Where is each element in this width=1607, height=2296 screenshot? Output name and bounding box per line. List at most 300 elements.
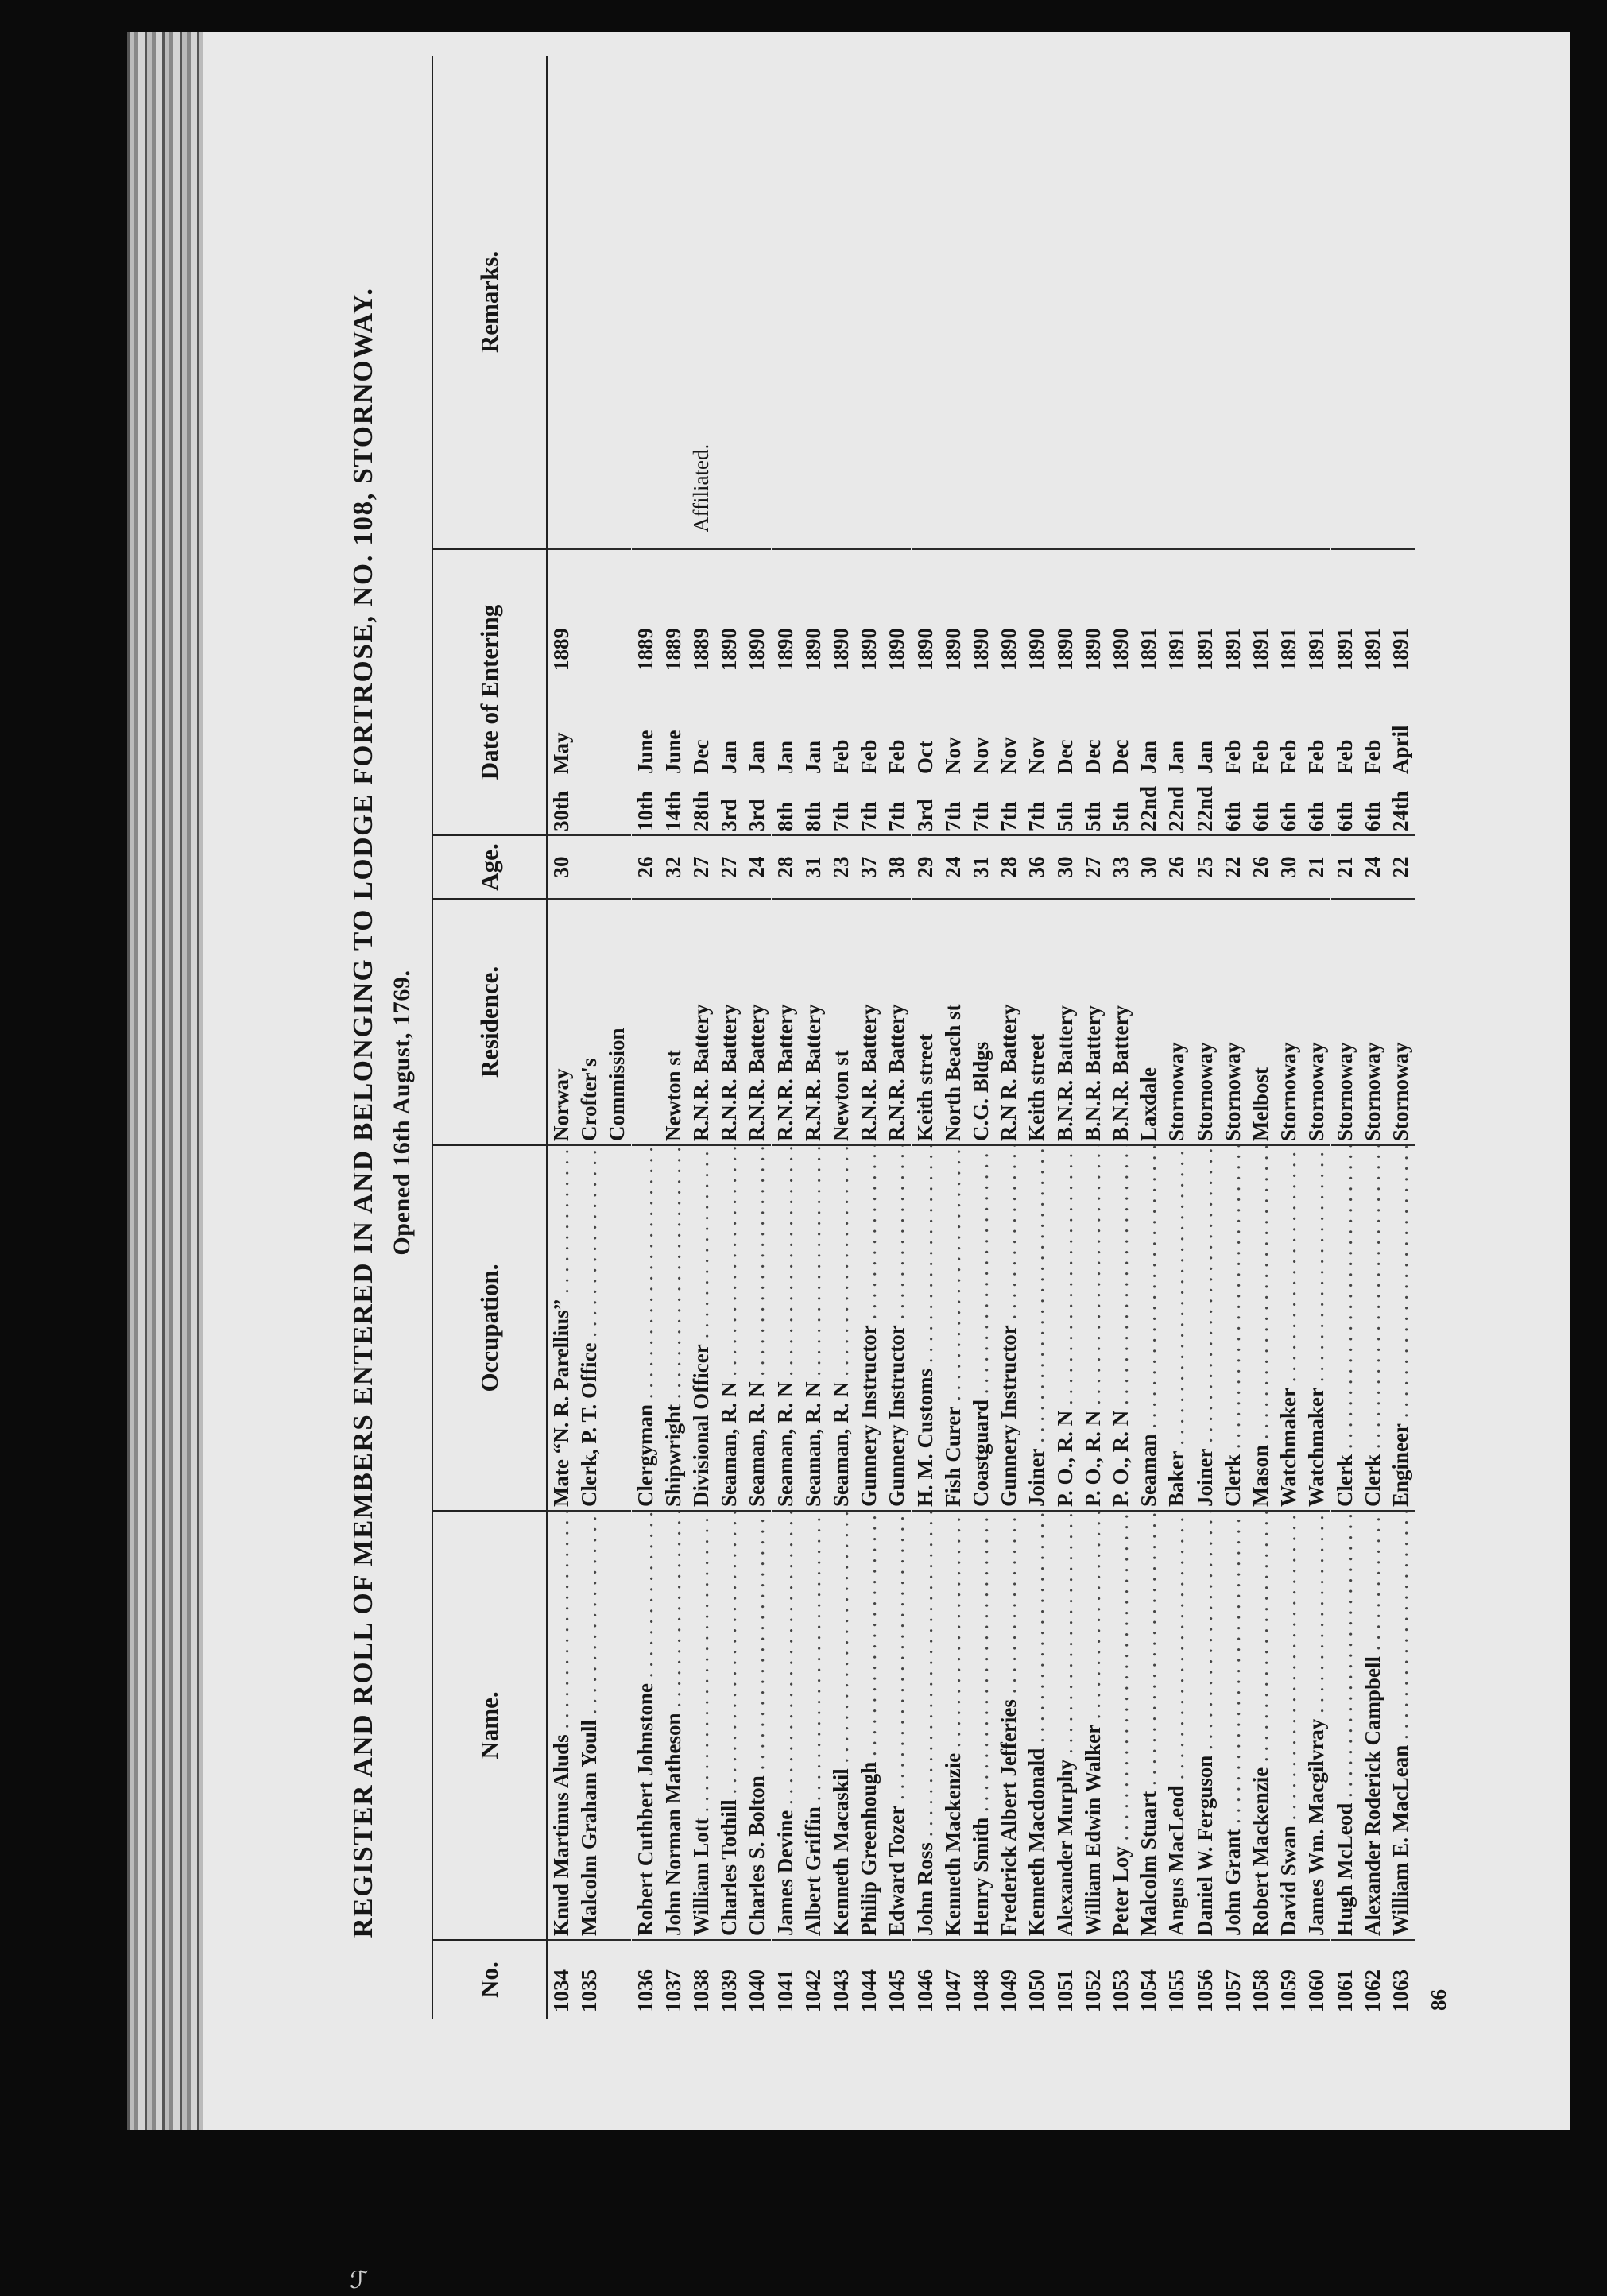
date-of-entering [1051,548,1079,834]
entry-month: Feb [1332,739,1357,774]
member-occupation: Mate “N. R. Parellius” . . . [548,1144,575,1510]
entry-year: 1891 [1388,628,1412,671]
member-occupation: Joiner . . . [1191,1144,1219,1510]
member-remarks [1023,56,1051,548]
member-residence: Melbost [1247,898,1275,1144]
member-remarks [660,56,687,548]
entry-month: Nov [969,737,993,774]
entry-year: 1891 [1137,628,1161,671]
member-number: 1044 [855,1939,883,2019]
table-row [1331,56,1359,2019]
entry-year: 1890 [857,628,881,671]
member-remarks [1219,56,1247,548]
member-occupation: Clerk . . . [1359,1144,1387,1510]
date-of-entering [855,548,883,834]
member-name: Kenneth Macaskil . . . [827,1510,855,1939]
member-remarks [1387,56,1415,548]
entry-day: 22nd [1164,785,1189,831]
member-age: 32 [660,834,687,898]
member-residence: Stornoway [1303,898,1330,1144]
member-name: Knud Martinus Aluds . . . [548,1510,575,1939]
member-remarks [603,56,631,548]
entry-year: 1890 [745,628,769,671]
entry-month: Jan [800,740,825,774]
member-residence: R.N.R. Battery [687,898,715,1144]
entry-day: 7th [969,801,993,831]
entry-day: 7th [885,801,909,831]
member-residence: Crofter's [575,898,603,1144]
entry-day: 22nd [1137,785,1161,831]
member-remarks [1079,56,1107,548]
entry-year: 1890 [829,628,853,671]
date-of-entering [1387,548,1415,834]
entry-day: 14th [660,790,685,831]
entry-year: 1889 [549,628,573,671]
date-of-entering [967,548,995,834]
member-residence: Stornoway [1359,898,1387,1144]
date-of-entering [883,548,911,834]
member-age: 30 [548,834,575,898]
member-residence: B.N.R. Battery [1107,898,1135,1144]
entry-year: 1891 [1249,628,1272,671]
stray-mark: ℱ [350,2267,369,2294]
date-of-entering [1191,548,1219,834]
table-row [967,56,995,2019]
table-row [883,56,911,2019]
member-occupation: Shipwright . . . [660,1144,687,1510]
date-of-entering [939,548,967,834]
date-of-entering [687,548,715,834]
member-number: 1037 [660,1939,687,2019]
entry-day: 7th [940,801,965,831]
table-row [855,56,883,2019]
member-remarks [632,56,660,548]
member-age: 31 [800,834,827,898]
member-age [603,834,631,898]
entry-year: 1890 [1052,628,1077,671]
table-row [912,56,939,2019]
member-number: 1056 [1191,1939,1219,2019]
entry-day: 6th [1304,801,1329,831]
member-residence: Commission [603,898,631,1144]
member-occupation: Seaman . . . [1135,1144,1163,1510]
table-row [1107,56,1135,2019]
member-age: 24 [743,834,771,898]
entry-day: 8th [773,801,797,831]
member-number: 1050 [1023,1939,1051,2019]
member-occupation: Coastguard . . . [967,1144,995,1510]
entry-year: 1889 [633,628,657,671]
entry-month: Jan [1164,740,1189,774]
entry-month: Feb [1304,739,1329,774]
member-number: 1034 [548,1939,575,2019]
entry-day: 7th [857,801,881,831]
entry-month: Nov [940,737,965,774]
member-number: 1042 [800,1939,827,2019]
table-row [1359,56,1387,2019]
member-age: 36 [1023,834,1051,898]
member-residence: Norway [548,898,575,1144]
member-number: 1045 [883,1939,911,2019]
member-age: 28 [995,834,1023,898]
entry-year: 1891 [1304,628,1329,671]
member-remarks [1331,56,1359,548]
member-residence: B.N.R. Battery [1051,898,1079,1144]
member-number: 1061 [1331,1939,1359,2019]
date-of-entering [1219,548,1247,834]
member-age: 23 [827,834,855,898]
member-occupation: P. O., R. N . . . [1107,1144,1135,1510]
member-residence: Keith street [912,898,939,1144]
member-occupation: Clergyman . . . [632,1144,660,1510]
member-number: 1054 [1135,1939,1163,2019]
member-number: 1040 [743,1939,771,2019]
member-number: 1035 [575,1939,603,2019]
book-page-edges [127,32,215,2130]
member-age: 31 [967,834,995,898]
date-of-entering [1135,548,1163,834]
member-name: Philip Greenhough . . . [855,1510,883,1939]
entry-day: 30th [549,790,573,831]
member-remarks [1051,56,1079,548]
member-occupation: Joiner . . . [1023,1144,1051,1510]
entry-year: 1890 [717,628,742,671]
entry-year: 1890 [997,628,1021,671]
member-residence: Keith street [1023,898,1051,1144]
member-age: 24 [1359,834,1387,898]
table-row [800,56,827,2019]
member-remarks [855,56,883,548]
member-name [603,1510,631,1939]
member-number: 1057 [1219,1939,1247,2019]
page-number: 86 [1427,1989,1450,2011]
member-name: Alexander Roderick Campbell . . . [1359,1510,1387,1939]
member-occupation: H. M. Customs . . . [912,1144,939,1510]
entry-year: 1891 [1360,628,1384,671]
register-subtitle: Opened 16th August, 1769. [389,970,415,1256]
member-number: 1063 [1387,1939,1415,2019]
table-row [1051,56,1079,2019]
member-age: 21 [1303,834,1330,898]
member-age: 26 [632,834,660,898]
member-age: 30 [1275,834,1303,898]
member-name: Henry Smith . . . [967,1510,995,1939]
date-of-entering [632,548,660,834]
date-of-entering [1331,548,1359,834]
member-age: 22 [1387,834,1415,898]
header-no: No. [433,1939,546,2019]
member-residence: Stornoway [1331,898,1359,1144]
member-residence: R.N.R. Battery [743,898,771,1144]
header-occupation: Occupation. [433,1144,546,1510]
member-name: William E. MacLean . . . [1387,1510,1415,1939]
entry-day: 7th [997,801,1021,831]
member-occupation: Seaman, R. N . . . [800,1144,827,1510]
member-residence: Newton st [660,898,687,1144]
entry-year: 1890 [969,628,993,671]
member-occupation: P. O., R. N . . . [1051,1144,1079,1510]
entry-month: Jan [1192,740,1217,774]
member-occupation: Divisional Officer . . . [687,1144,715,1510]
member-remarks [883,56,911,548]
member-age: 27 [715,834,743,898]
member-number: 1049 [995,1939,1023,2019]
member-number: 1052 [1079,1939,1107,2019]
entry-year: 1890 [940,628,965,671]
member-age [575,834,603,898]
member-remarks [1135,56,1163,548]
rotated-page-content [203,32,1570,2130]
date-of-entering [827,548,855,834]
entry-year: 1890 [885,628,909,671]
member-age: 21 [1331,834,1359,898]
member-name: Hugh McLeod . . . [1331,1510,1359,1939]
table-row [1191,56,1219,2019]
member-residence: R.N R. Battery [995,898,1023,1144]
member-number: 1043 [827,1939,855,2019]
member-number: 1051 [1051,1939,1079,2019]
member-name: Angus MacLeod . . . [1163,1510,1191,1939]
member-occupation: Baker . . . [1163,1144,1191,1510]
entry-month: Jan [717,740,742,774]
member-occupation: Fish Curer . . . [939,1144,967,1510]
member-age: 26 [1163,834,1191,898]
register-title: REGISTER AND ROLL OF MEMBERS ENTERED IN AND BELONGING TO LODGE FORTROSE, NO. 108, STORNOWAY. [347,287,378,1938]
member-residence: Stornoway [1163,898,1191,1144]
entry-month: Feb [1276,739,1301,774]
member-number: 1048 [967,1939,995,2019]
table-row [1275,56,1303,2019]
date-of-entering [772,548,800,834]
entry-month: Dec [1052,739,1077,774]
member-remarks [743,56,771,548]
member-name: James Wm. Macgilvray . . . [1303,1510,1330,1939]
entry-day: 5th [1052,801,1077,831]
member-remarks [1191,56,1219,548]
entry-day: 8th [800,801,825,831]
entry-day: 6th [1249,801,1272,831]
member-occupation: Watchmaker . . . [1303,1144,1330,1510]
member-number: 1055 [1163,1939,1191,2019]
date-of-entering [912,548,939,834]
entry-day: 22nd [1192,785,1217,831]
member-remarks [800,56,827,548]
member-number: 1046 [912,1939,939,2019]
member-name: Kenneth Mackenzie . . . [939,1510,967,1939]
member-remarks [548,56,575,548]
entry-year: 1891 [1220,628,1245,671]
member-remarks [575,56,603,548]
member-residence: R.N.R. Battery [772,898,800,1144]
member-number: 1059 [1275,1939,1303,2019]
member-residence: R.N.R. Battery [715,898,743,1144]
member-occupation: P. O., R. N . . . [1079,1144,1107,1510]
member-name: Daniel W. Ferguson . . . [1191,1510,1219,1939]
member-name: John Norman Matheson . . . [660,1510,687,1939]
member-name: Peter Loy . . . [1107,1510,1135,1939]
member-remarks [1303,56,1330,548]
date-of-entering [603,548,631,834]
member-remarks [912,56,939,548]
member-occupation: Seaman, R. N . . . [772,1144,800,1510]
member-number: 1062 [1359,1939,1387,2019]
date-of-entering [800,548,827,834]
entry-day: 6th [1220,801,1245,831]
table-header [432,56,548,2019]
member-residence: R.N.R. Battery [883,898,911,1144]
table-row [548,56,575,2019]
entry-year: 1890 [1024,628,1049,671]
date-of-entering [1247,548,1275,834]
member-age: 22 [1219,834,1247,898]
date-of-entering [1079,548,1107,834]
member-occupation: Seaman, R. N . . . [715,1144,743,1510]
member-residence: Laxdale [1135,898,1163,1144]
header-name: Name. [433,1510,546,1939]
table-row [1387,56,1415,2019]
member-residence: North Beach st [939,898,967,1144]
entry-year: 1891 [1192,628,1217,671]
member-remarks [1247,56,1275,548]
member-remarks [995,56,1023,548]
member-age: 28 [772,834,800,898]
member-remarks [772,56,800,548]
member-name: Robert Cuthbert Johnstone . . . [632,1510,660,1939]
member-occupation: Gunnery Instructor . . . [855,1144,883,1510]
entry-day: 24th [1388,790,1412,831]
table-row [1135,56,1163,2019]
entry-day: 5th [1080,801,1105,831]
entry-month: April [1388,725,1412,774]
date-of-entering [1023,548,1051,834]
entry-month: Feb [1220,739,1245,774]
entry-year: 1891 [1332,628,1357,671]
member-residence: Newton st [827,898,855,1144]
table-row [1079,56,1107,2019]
member-number: 1036 [632,1939,660,2019]
member-residence: Stornoway [1191,898,1219,1144]
member-age: 24 [939,834,967,898]
table-row [939,56,967,2019]
member-remarks: Affiliated. [689,443,713,532]
member-remarks [939,56,967,548]
member-residence: R.N.R. Battery [800,898,827,1144]
entry-month: Nov [997,737,1021,774]
entry-day: 6th [1332,801,1357,831]
entry-year: 1890 [1080,628,1105,671]
entry-month: Dec [1080,739,1105,774]
member-residence [632,898,660,1144]
member-name: John Ross . . . [912,1510,939,1939]
entry-day: 5th [1109,801,1133,831]
member-name: Edward Tozer . . . [883,1510,911,1939]
member-occupation: Clerk, P. T. Office . . . [575,1144,603,1510]
member-name: Charles S. Bolton . . . [743,1510,771,1939]
member-name: Alexander Murphy . . . [1051,1510,1079,1939]
date-of-entering [575,548,603,834]
date-of-entering [548,548,575,834]
entry-day: 3rd [912,799,937,831]
table-row [995,56,1023,2019]
entry-year: 1891 [1164,628,1189,671]
table-row [715,56,743,2019]
member-age: 30 [1135,834,1163,898]
member-remarks [1107,56,1135,548]
entry-day: 10th [633,790,657,831]
member-residence: C.G. Bldgs [967,898,995,1144]
entry-month: Jan [773,740,797,774]
member-occupation: Mason . . . [1247,1144,1275,1510]
member-number: 1041 [772,1939,800,2019]
member-occupation: Seaman, R. N . . . [743,1144,771,1510]
member-name: William Lott . . . [687,1510,715,1939]
member-name: James Devine . . . [772,1510,800,1939]
member-occupation: Watchmaker . . . [1275,1144,1303,1510]
member-age: 26 [1247,834,1275,898]
table-row [1219,56,1247,2019]
table-row [687,56,715,2019]
member-remarks [1275,56,1303,548]
member-occupation: Seaman, R. N . . . [827,1144,855,1510]
member-name: Albert Griffin . . . [800,1510,827,1939]
table-row [1163,56,1191,2019]
member-occupation: Gunnery Instructor . . . [883,1144,911,1510]
member-number: 1060 [1303,1939,1330,2019]
entry-day: 28th [689,790,713,831]
member-age: 33 [1107,834,1135,898]
member-age: 25 [1191,834,1219,898]
entry-month: June [660,730,685,774]
entry-year: 1890 [800,628,825,671]
entry-month: Feb [1360,739,1384,774]
register-table [203,32,1570,2130]
member-name: John Grant . . . [1219,1510,1247,1939]
member-remarks [827,56,855,548]
entry-month: Jan [745,740,769,774]
entry-day: 7th [829,801,853,831]
member-number: 1038 [687,1939,715,2019]
member-name: Frederick Albert Jefferies . . . [995,1510,1023,1939]
table-row [827,56,855,2019]
member-number: 1039 [715,1939,743,2019]
member-remarks [1359,56,1387,548]
member-remarks [967,56,995,548]
member-residence: Stornoway [1275,898,1303,1144]
table-row [632,56,660,2019]
date-of-entering [995,548,1023,834]
header-age: Age. [433,834,546,898]
date-of-entering [715,548,743,834]
member-residence: R.N.R. Battery [855,898,883,1144]
member-name: Malcolm Graham Youll . . . [575,1510,603,1939]
member-occupation: Gunnery Instructor . . . [995,1144,1023,1510]
entry-month: Nov [1024,737,1049,774]
member-number: 1058 [1247,1939,1275,2019]
entry-day: 6th [1276,801,1301,831]
member-occupation: Clerk . . . [1219,1144,1247,1510]
date-of-entering [1275,548,1303,834]
entry-year: 1890 [912,628,937,671]
table-row [772,56,800,2019]
table-row [743,56,771,2019]
member-name: Charles Tothill . . . [715,1510,743,1939]
member-occupation: Clerk . . . [1331,1144,1359,1510]
member-name: Robert Mackenzie . . . [1247,1510,1275,1939]
member-name: Kenneth Macdonald . . . [1023,1510,1051,1939]
member-occupation: Engineer . . . [1387,1144,1415,1510]
entry-month: Dec [689,739,713,774]
entry-month: Feb [885,739,909,774]
